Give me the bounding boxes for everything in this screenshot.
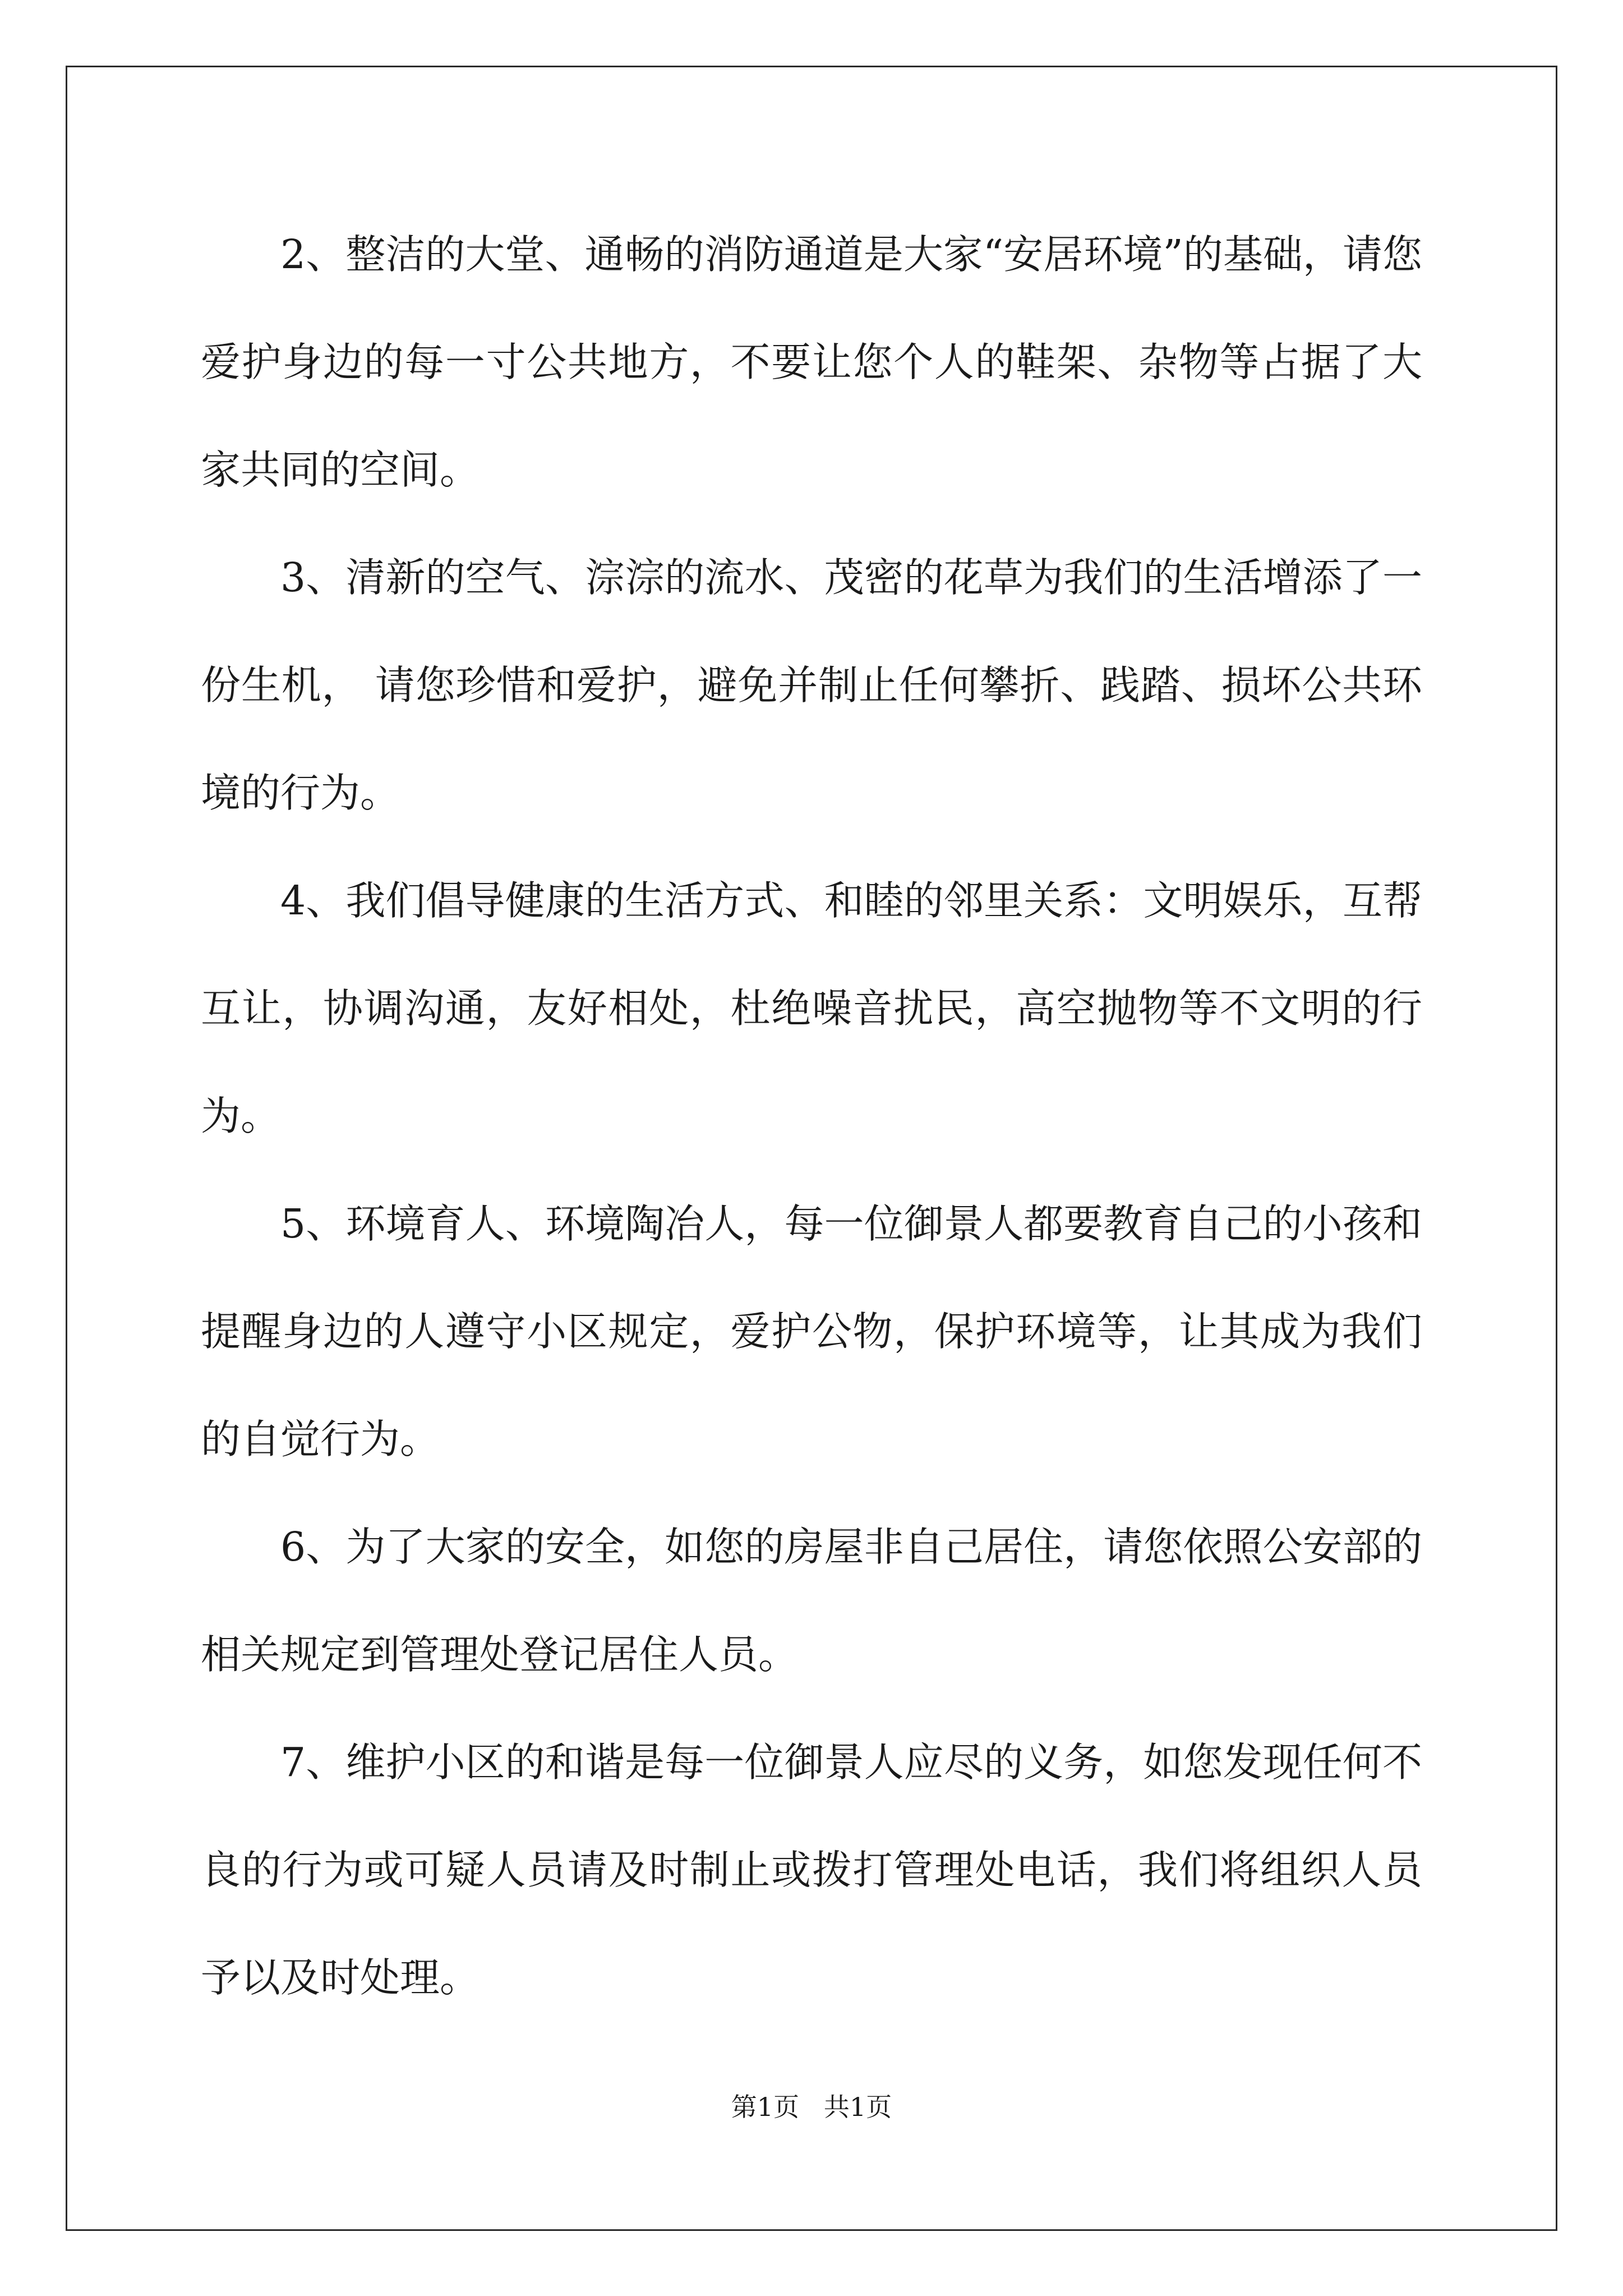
page-footer: 第1页 共1页 (731, 2092, 892, 2122)
paragraph-2: 2、整洁的大堂、通畅的消防通道是大家“安居环境”的基础，请您爱护身边的每一寸公共地方，不要让您个人的鞋架、杂物等占据了大家共同的空间。 (201, 231, 1422, 493)
paragraph-6: 6、为了大家的安全，如您的房屋非自己居住，请您依照公安部的相关规定到管理处登记居住人员。 (201, 1524, 1422, 1678)
document-body (201, 201, 1422, 2032)
paragraph-5: 5、环境育人、环境陶冶人，每一位御景人都要教育自己的小孩和提醒身边的人遵守小区规定，爱护公物，保护环境等，让其成为我们的自觉行为。 (201, 1200, 1422, 1462)
paragraph-3: 3、清新的空气、淙淙的流水、茂密的花草为我们的生活增添了一份生机， 请您珍惜和爱护，避免并制止任何攀折、践踏、损坏公共环境的行为。 (201, 554, 1422, 816)
paragraph-4: 4、我们倡导健康的生活方式、和睦的邻里关系：文明娱乐，互帮互让，协调沟通，友好相处，杜绝噪音扰民，高空抛物等不文明的行为。 (201, 877, 1422, 1139)
paragraph-7: 7、维护小区的和谐是每一位御景人应尽的义务，如您发现任何不良的行为或可疑人员请及时制止或拨打管理处电话，我们将组织人员予以及时处理。 (201, 1739, 1422, 2001)
